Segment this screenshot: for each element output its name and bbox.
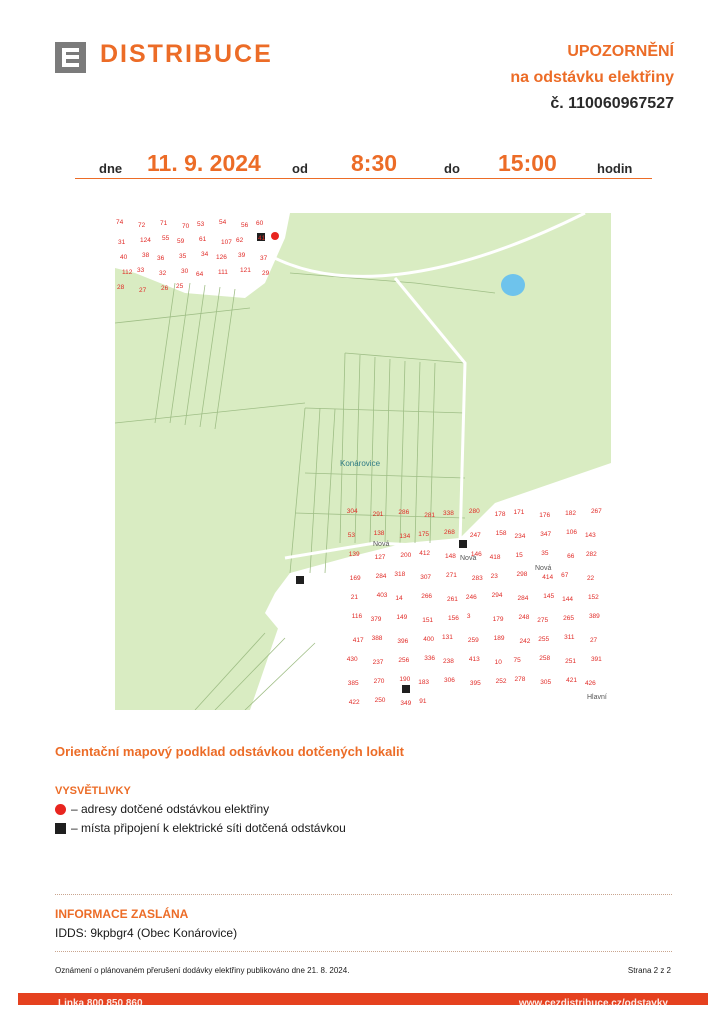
house-number: 200: [400, 551, 412, 559]
map-caption: Orientační mapový podklad odstávkou dotčených lokalit: [55, 744, 404, 759]
house-number: 22: [586, 574, 595, 582]
black-square-icon: [55, 823, 66, 834]
house-number: 234: [514, 532, 526, 540]
legend-title: VYSVĚTLIVKY: [55, 785, 131, 797]
house-number: 36: [157, 254, 165, 262]
legend-red-text: – adresy dotčené odstávkou elektřiny: [71, 802, 270, 816]
house-number: 131: [442, 633, 453, 641]
website-link[interactable]: www.cezdistribuce.cz/odstavky: [518, 998, 668, 1009]
house-number: 23: [490, 572, 498, 580]
house-number: 138: [373, 529, 385, 537]
house-number: 151: [422, 616, 434, 624]
house-number: 417: [352, 636, 364, 644]
house-number: 33: [137, 266, 145, 274]
from-time: 8:30: [351, 150, 398, 176]
house-number: 25: [176, 282, 184, 290]
house-number: 311: [564, 633, 575, 641]
schedule-underline: [75, 178, 652, 179]
house-number: 38: [142, 251, 150, 259]
house-number: 143: [584, 531, 596, 539]
house-number: 237: [372, 658, 384, 666]
house-number: 40: [120, 253, 128, 261]
house-number: 53: [197, 220, 205, 228]
house-number: 134: [399, 532, 411, 540]
hotline-text[interactable]: Linka 800 850 860: [58, 998, 143, 1009]
house-number: 169: [349, 574, 361, 582]
house-number: 266: [421, 592, 433, 600]
connection-marker-4[interactable]: [402, 685, 410, 693]
house-number: 426: [584, 679, 596, 687]
house-number: 388: [371, 634, 383, 642]
house-number: 21: [350, 593, 358, 601]
day-label: dne: [99, 161, 123, 176]
house-number: 318: [394, 570, 406, 578]
house-number: 148: [445, 552, 456, 560]
house-number: 14: [395, 594, 403, 602]
house-number: 349: [400, 699, 412, 707]
house-number: 29: [262, 269, 270, 277]
house-number: 124: [140, 236, 151, 244]
house-number: 246: [465, 593, 477, 601]
house-number: 146: [470, 550, 482, 558]
house-number: 271: [446, 571, 457, 579]
to-label: do: [444, 161, 460, 176]
house-number: 62: [236, 236, 244, 244]
house-number: 259: [467, 636, 479, 644]
connection-marker-3[interactable]: [296, 576, 304, 584]
house-number: 54: [219, 218, 227, 226]
house-number: 64: [196, 270, 204, 278]
house-number: 35: [541, 549, 549, 557]
house-number: 247: [469, 531, 481, 539]
house-number: 30: [181, 267, 189, 275]
house-number: 144: [562, 595, 573, 603]
info-title: INFORMACE ZASLÁNA: [55, 907, 189, 921]
house-number: 53: [347, 531, 355, 539]
house-number: 152: [587, 593, 599, 601]
house-number: 71: [160, 219, 168, 227]
house-number: 258: [539, 654, 551, 662]
legend-black-row: [55, 821, 346, 835]
brand-name: DISTRIBUCE: [100, 40, 273, 68]
house-number: 156: [448, 614, 459, 622]
house-number: 183: [418, 678, 430, 686]
house-number: 56: [241, 221, 249, 229]
info-recipient: IDDS: 9kpbgr4 (Obec Konárovice): [55, 926, 238, 940]
house-number: 149: [396, 613, 408, 621]
house-number: 139: [348, 550, 360, 558]
house-number: 238: [443, 657, 454, 665]
house-number: 145: [543, 592, 555, 600]
hours-label: hodin: [597, 161, 633, 176]
to-time: 15:00: [498, 150, 557, 176]
street-label: Nová: [460, 555, 477, 562]
house-number: 251: [565, 657, 576, 665]
house-number: 189: [493, 634, 505, 642]
outage-map[interactable]: [115, 213, 611, 710]
house-number: 91: [419, 697, 427, 705]
house-number: 248: [518, 613, 530, 621]
notice-heading: [510, 39, 674, 117]
house-number: 74: [116, 218, 124, 226]
map-canvas: [115, 213, 611, 710]
house-number: 126: [216, 253, 227, 261]
house-number: 179: [492, 615, 504, 623]
house-number: 278: [514, 675, 526, 683]
house-number: 261: [447, 595, 458, 603]
notice-title: UPOZORNĚNÍ: [567, 43, 674, 60]
outage-date: 11. 9. 2024: [147, 150, 261, 176]
house-number: 75: [513, 656, 521, 664]
footer-band: [18, 993, 708, 1009]
from-label: od: [292, 161, 308, 176]
legend-red-row: [55, 802, 269, 816]
notice-subtitle: na odstávku elektřiny: [510, 69, 674, 86]
house-number: 55: [162, 234, 170, 242]
house-number: 284: [517, 594, 529, 602]
house-number: 283: [471, 574, 483, 582]
house-number: 26: [161, 284, 169, 292]
house-number: 3: [466, 612, 471, 620]
house-number: 171: [513, 508, 525, 516]
red-dot-icon: [55, 804, 66, 815]
house-number: 41: [258, 234, 266, 242]
house-number: 242: [519, 637, 531, 645]
house-number: 190: [399, 675, 411, 683]
house-number: 391: [590, 655, 602, 663]
cez-logo: [55, 42, 86, 73]
house-number: 112: [122, 268, 133, 276]
house-number: 286: [398, 508, 410, 516]
house-number: 250: [374, 696, 386, 704]
divider: [55, 894, 672, 895]
village-label: Konárovice: [340, 459, 381, 468]
house-number: 34: [201, 250, 209, 258]
house-number: 282: [585, 550, 597, 558]
legend-black-text: – místa připojení k elektrické síti dotčená odstávkou: [71, 821, 346, 835]
house-number: 27: [589, 636, 598, 644]
house-number: 116: [351, 612, 363, 620]
house-number: 281: [424, 511, 436, 519]
house-number: 403: [376, 591, 388, 599]
house-number: 70: [182, 222, 190, 230]
house-number: 127: [374, 553, 386, 561]
house-number: 107: [221, 238, 232, 246]
house-number: 61: [199, 235, 207, 243]
publication-note: Oznámení o plánovaném přerušení dodávky elektřiny publikováno dne 21. 8. 2024.: [55, 966, 350, 975]
house-number: 306: [444, 676, 455, 684]
house-number: 178: [494, 510, 506, 518]
house-number: 175: [418, 530, 430, 538]
house-number: 338: [443, 509, 454, 517]
page-number: Strana 2 z 2: [627, 966, 671, 975]
house-number: 59: [177, 237, 185, 245]
house-number: 28: [117, 283, 125, 291]
house-number: 60: [256, 219, 264, 227]
affected-address-dot[interactable]: [271, 232, 279, 240]
connection-marker-2[interactable]: [459, 540, 467, 548]
divider: [55, 951, 672, 952]
house-number: 414: [542, 573, 554, 581]
house-number: 267: [590, 507, 602, 515]
house-number: 15: [515, 551, 523, 559]
house-number: 304: [346, 507, 358, 515]
house-number: 294: [491, 591, 503, 599]
house-number: 336: [424, 654, 436, 662]
house-number: 270: [373, 677, 385, 685]
house-number: 298: [516, 570, 528, 578]
house-number: 395: [469, 679, 481, 687]
house-number: 106: [566, 528, 577, 536]
house-number: 265: [563, 614, 574, 622]
house-number: 72: [138, 221, 146, 229]
house-number: 27: [139, 286, 147, 294]
house-number: 396: [397, 637, 409, 645]
house-number: 268: [444, 528, 455, 536]
house-number: 35: [179, 252, 187, 260]
house-number: 256: [398, 656, 410, 664]
house-number: 111: [218, 268, 228, 276]
house-number: 379: [370, 615, 382, 623]
house-number: 176: [539, 511, 551, 519]
house-number: 412: [419, 549, 431, 557]
house-number: 182: [565, 509, 576, 517]
house-number: 385: [347, 679, 359, 687]
notice-number: č. 110060967527: [550, 95, 674, 112]
house-number: 32: [159, 269, 167, 277]
house-number: 284: [375, 572, 387, 580]
pond: [501, 274, 525, 296]
house-number: 67: [561, 571, 569, 579]
house-number: 255: [538, 635, 550, 643]
house-number: 400: [423, 635, 435, 643]
house-number: 291: [372, 510, 384, 518]
house-number: 280: [468, 507, 480, 515]
house-number: 31: [118, 238, 126, 246]
house-number: 422: [348, 698, 360, 706]
street-label: Nová: [373, 541, 390, 548]
house-number: 10: [494, 658, 502, 666]
street-label: Hlavní: [587, 694, 607, 701]
house-number: 389: [588, 612, 600, 620]
house-number: 121: [240, 266, 251, 274]
house-number: 421: [566, 676, 577, 684]
house-number: 347: [540, 530, 552, 538]
house-number: 37: [260, 254, 268, 262]
house-number: 275: [537, 616, 549, 624]
house-number: 418: [489, 553, 501, 561]
house-number: 307: [420, 573, 432, 581]
house-number: 158: [495, 529, 507, 537]
house-number: 66: [567, 552, 575, 560]
house-number: 413: [468, 655, 480, 663]
house-number: 430: [346, 655, 358, 663]
street-label: Nová: [535, 565, 552, 572]
house-number: 39: [238, 251, 246, 259]
house-number: 305: [540, 678, 552, 686]
house-number: 252: [495, 677, 507, 685]
